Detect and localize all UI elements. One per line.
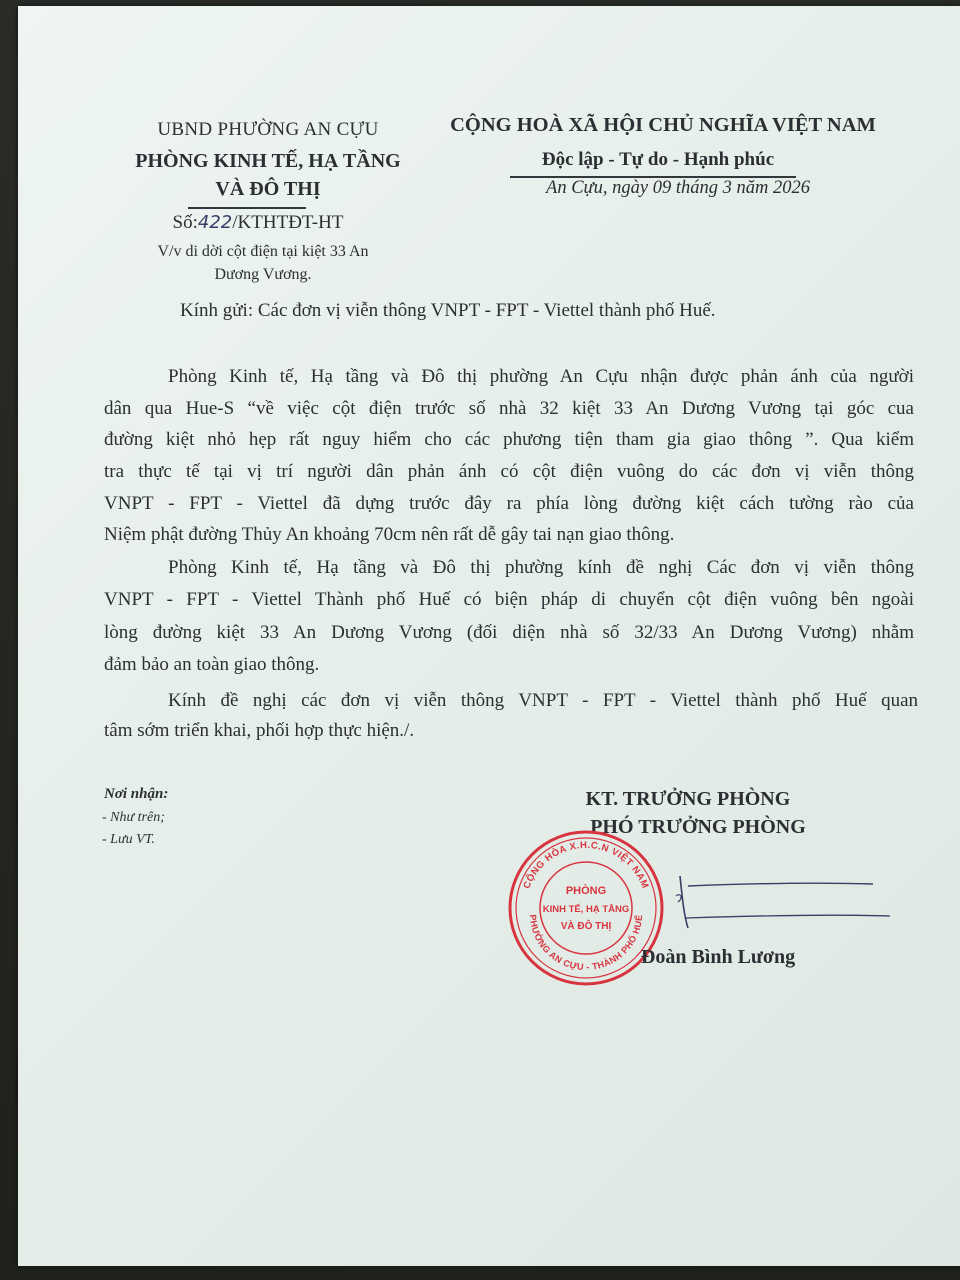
national-title: CỘNG HOÀ XÃ HỘI CHỦ NGHĨA VIỆT NAM — [450, 114, 876, 136]
body-paragraph-3-line: Kính đề nghị các đơn vị viễn thông VNPT - FPT - Viettel thành phố Huế quan — [168, 690, 918, 711]
body-paragraph-2-line: Phòng Kinh tế, Hạ tầng và Đô thị phường kính đề nghị Các đơn vị viễn thông — [168, 557, 914, 578]
document-number-value: 422 — [197, 212, 233, 233]
seal-ring-top: CỘNG HÒA X.H.C.N VIỆT NAM — [521, 839, 651, 891]
seal-center-line-2: KINH TẾ, HẠ TẦNG — [542, 904, 630, 915]
recipient-item: - Lưu VT. — [102, 832, 155, 847]
place-and-date: An Cựu, ngày 09 tháng 3 năm 2026 — [546, 178, 810, 198]
seal-center-line-1: PHÒNG — [565, 885, 607, 897]
document-number-suffix: /KTHTĐT-HT — [232, 212, 344, 233]
body-paragraph-1-line: đường kiệt nhỏ hẹp rất nguy hiểm cho các phương tiện tham gia giao thông ”. Qua kiểm — [104, 429, 914, 450]
body-paragraph-1-line: tra thực tế tại vị trí người dân phản ánh có cột điện vuông do các đơn vị viễn thông — [104, 461, 914, 482]
issuing-authority: UBND PHƯỜNG AN CỰU — [157, 119, 379, 140]
body-paragraph-3-line: tâm sớm triển khai, phối hợp thực hiện./. — [104, 720, 415, 741]
office-underline — [188, 207, 306, 209]
body-paragraph-2-line: đảm bảo an toàn giao thông. — [104, 654, 320, 675]
body-paragraph-2-line: VNPT - FPT - Viettel Thành phố Huế có biện pháp di chuyển cột điện vuông bên ngoài — [104, 589, 914, 610]
national-motto: Độc lập - Tự do - Hạnh phúc — [541, 149, 775, 170]
signatory-role-line-2: PHÓ TRƯỞNG PHÒNG — [590, 816, 806, 838]
handwritten-signature — [658, 856, 898, 936]
recipient-item: - Như trên; — [102, 810, 165, 825]
recipients-title: Nơi nhận: — [104, 786, 169, 802]
document-number-prefix: Số: — [172, 212, 198, 233]
body-paragraph-1-line: Phòng Kinh tế, Hạ tầng và Đô thị phường An Cựu nhận được phản ánh của người — [168, 366, 914, 387]
seal-ring-bottom: PHƯỜNG AN CỰU - THÀNH PHỐ HUẾ — [527, 914, 645, 973]
body-paragraph-1-line: VNPT - FPT - Viettel đã dựng trước đây ra phía lòng đường kiệt cách tường rào của — [104, 493, 914, 514]
document-number — [118, 212, 398, 234]
signatory-role-line-1: KT. TRƯỞNG PHÒNG — [585, 788, 791, 810]
signer-name: Đoàn Bình Lương — [640, 946, 796, 968]
seal-center-line-3: VÀ ĐÔ THỊ — [560, 921, 612, 932]
subject-line-1: V/v di dời cột điện tại kiệt 33 An — [157, 243, 369, 260]
official-letter — [18, 6, 960, 1266]
subject-line-2: Dương Vương. — [214, 266, 312, 283]
body-paragraph-1-line: dân qua Hue-S “về việc cột điện trước số nhà 32 kiệt 33 An Dương Vương tại góc cua — [104, 398, 914, 419]
issuing-office-line-1: PHÒNG KINH TẾ, HẠ TẦNG — [135, 150, 401, 172]
body-paragraph-1-line: Niệm phật đường Thủy An khoảng 70cm nên rất dễ gây tai nạn giao thông. — [104, 524, 675, 545]
recipient-greeting: Kính gửi: Các đơn vị viễn thông VNPT - FPT - Viettel thành phố Huế. — [180, 300, 716, 321]
issuing-office-line-2: VÀ ĐÔ THỊ — [215, 178, 321, 200]
body-paragraph-2-line: lòng đường kiệt 33 An Dương Vương (đối diện nhà số 32/33 An Dương Vương) nhằm — [104, 622, 914, 643]
